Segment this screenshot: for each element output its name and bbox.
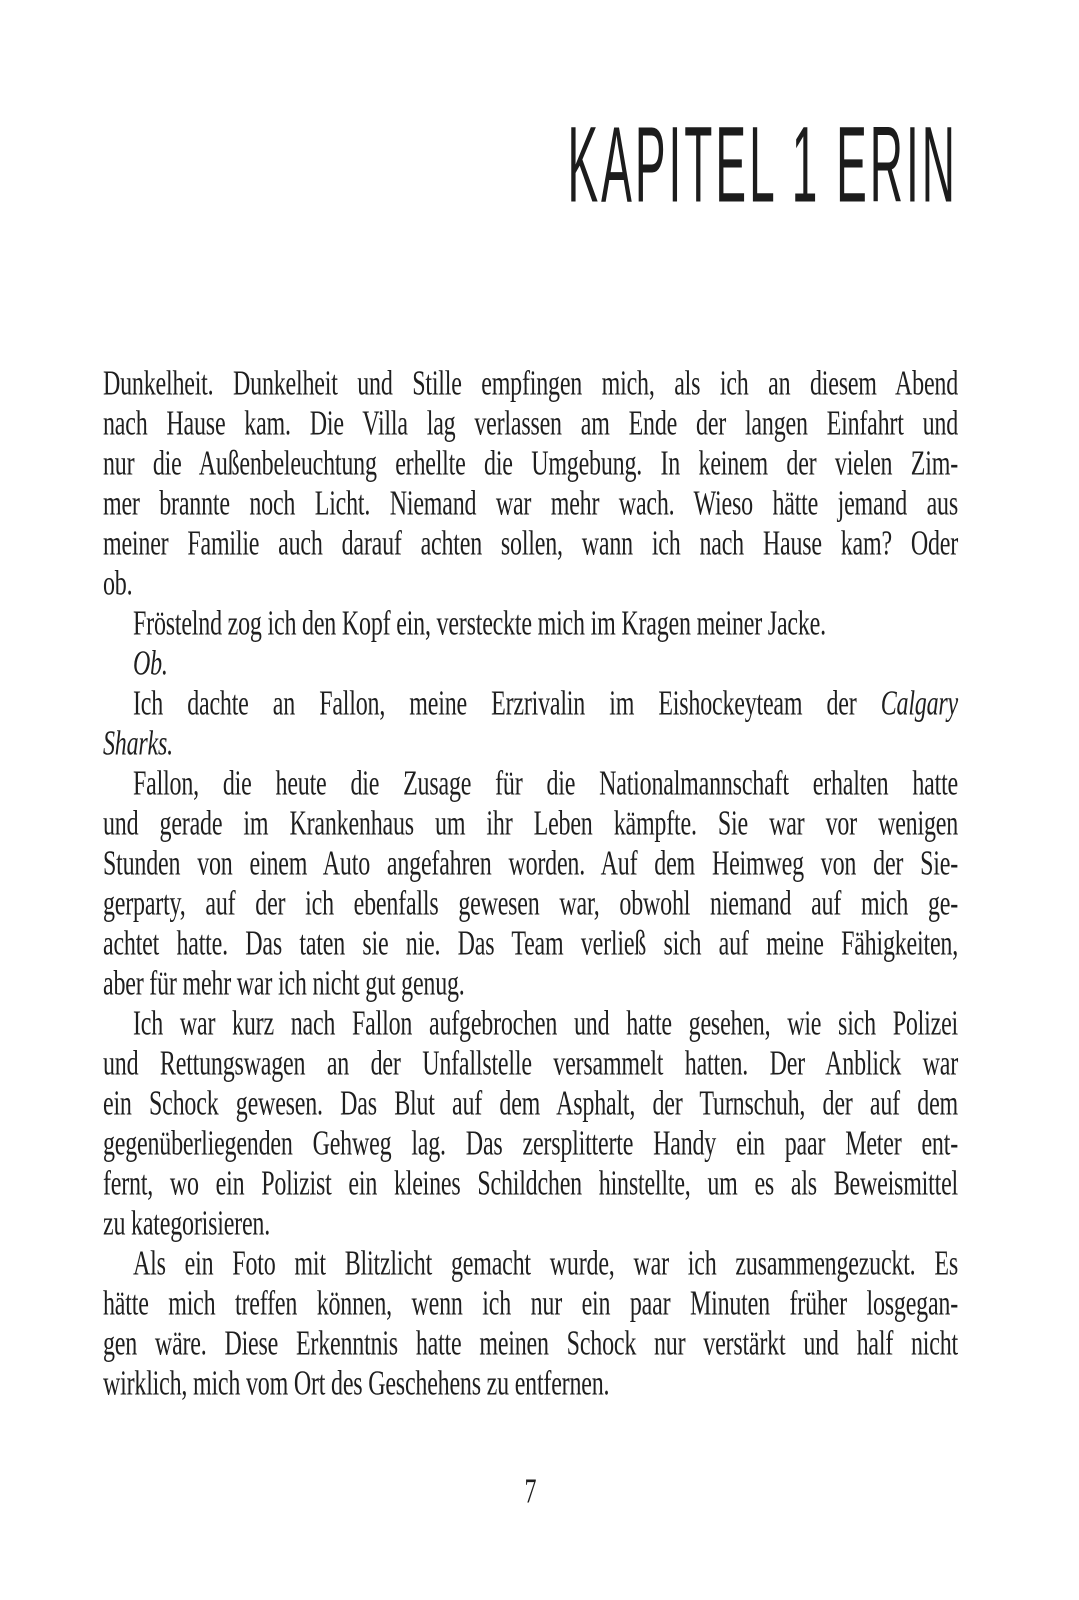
italic-text: Sharks.	[103, 725, 173, 764]
body-text-segment: und Rettungswagen an der Unfallstelle versammelt hatten. Der Anblick war	[103, 1045, 958, 1084]
body-text-segment: Dunkelheit. Dunkelheit und Stille empfingen mich, als ich an diesem Abend	[103, 365, 958, 404]
body-text-segment: hätte mich treffen können, wenn ich nur ein paar Minuten früher losgegan-	[103, 1285, 958, 1324]
text-line	[103, 1355, 958, 1413]
italic-text: Ob.	[133, 645, 168, 684]
body-text-segment: ob.	[103, 565, 133, 604]
body-text-segment: Als ein Foto mit Blitzlicht gemacht wurde, war ich zusammengezuckt. Es	[133, 1245, 958, 1284]
body-text-segment: meiner Familie auch darauf achten sollen, wann ich nach Hause kam? Oder	[103, 525, 958, 564]
italic-text: Calgary	[880, 685, 958, 724]
body-text-segment: wirklich, mich vom Ort des Geschehens zu entfernen.	[103, 1365, 610, 1404]
paragraph-6	[103, 1005, 958, 1250]
body-text-segment: fernt, wo ein Polizist ein kleines Schildchen hinstellte, um es als Beweismittel	[103, 1165, 958, 1204]
body-text-segment: aber für mehr war ich nicht gut genug.	[103, 965, 465, 1004]
body-text-segment: nur die Außenbeleuchtung erhellte die Umgebung. In keinem der vielen Zim-	[103, 445, 958, 484]
body-text-segment: gen wäre. Diese Erkenntnis hatte meinen Schock nur verstärkt und half nicht	[103, 1325, 958, 1364]
body-text-segment: gerparty, auf der ich ebenfalls gewesen war, obwohl niemand auf mich ge-	[103, 885, 958, 924]
body-text-segment: Fallon, die heute die Zusage für die Nationalmannschaft erhalten hatte	[133, 765, 958, 804]
body-text-segment: ein Schock gewesen. Das Blut auf dem Asphalt, der Turnschuh, der auf dem	[103, 1085, 958, 1124]
body-text-segment: nach Hause kam. Die Villa lag verlassen am Ende der langen Einfahrt und	[103, 405, 958, 444]
body-text-segment: Ich dachte an Fallon, meine Erzrivalin im Eishockeyteam der	[133, 685, 881, 724]
paragraph-5	[103, 765, 958, 1010]
body-text-segment: zu kategorisieren.	[103, 1205, 270, 1244]
body-text-segment: mer brannte noch Licht. Niemand war mehr wach. Wieso hätte jemand aus	[103, 485, 958, 524]
page-number: 7	[524, 1473, 537, 1512]
body-text-segment: und gerade im Krankenhaus um ihr Leben kämpfte. Sie war vor wenigen	[103, 805, 958, 844]
body-text	[103, 365, 958, 1410]
paragraph-7	[103, 1245, 958, 1410]
body-text-segment: Ich war kurz nach Fallon aufgebrochen und hatte gesehen, wie sich Polizei	[133, 1005, 958, 1044]
chapter-title: KAPITEL 1 ERIN	[567, 102, 958, 225]
body-text-segment: gegenüberliegenden Gehweg lag. Das zersplitterte Handy ein paar Meter ent-	[103, 1125, 958, 1164]
body-text-segment: Stunden von einem Auto angefahren worden. Auf dem Heimweg von der Sie-	[103, 845, 958, 884]
body-text-segment: achtet hatte. Das taten sie nie. Das Team verließ sich auf meine Fähigkeiten,	[103, 925, 958, 964]
body-text-segment: Fröstelnd zog ich den Kopf ein, versteckte mich im Kragen meiner Jacke.	[133, 605, 826, 644]
paragraph-1	[103, 365, 958, 610]
